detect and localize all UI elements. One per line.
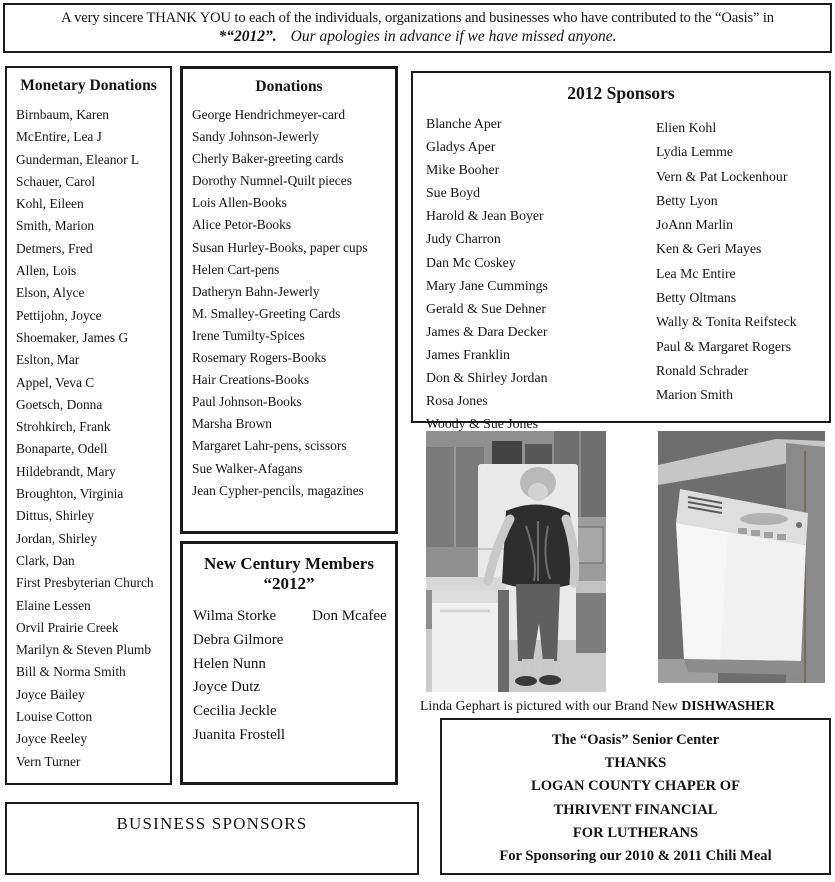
- thrivent-line: THANKS: [604, 755, 667, 772]
- donation-entry: Marsha Brown: [192, 416, 272, 432]
- donation-entry: Rosemary Rogers-Books: [192, 350, 327, 366]
- sponsor-name: Don & Shirley Jordan: [426, 370, 548, 386]
- thrivent-line: The “Oasis” Senior Center: [551, 732, 720, 748]
- thank-you-banner: [3, 3, 832, 53]
- donor-name: Elson, Alyce: [16, 285, 85, 301]
- donor-name: Hildebrandt, Mary: [16, 463, 116, 479]
- donor-name: Louise Cotton: [16, 709, 93, 725]
- monetary-donations-box: [5, 66, 172, 785]
- donation-entry: Margaret Lahr-pens, scissors: [192, 438, 347, 454]
- sponsor-name: Rosa Jones: [426, 393, 488, 409]
- member-name: Joyce Dutz: [193, 679, 261, 696]
- donor-name: Joyce Reeley: [16, 731, 88, 747]
- donation-entry: Dorothy Numnel-Quilt pieces: [192, 173, 352, 189]
- sponsor-name: Gerald & Sue Dehner: [426, 300, 546, 316]
- caption-dishwasher: DISHWASHER: [681, 698, 775, 713]
- sponsor-name: Betty Lyon: [656, 192, 718, 208]
- sponsor-name: Woody & Sue Jones: [426, 416, 538, 432]
- donation-entry: George Hendrichmeyer-card: [192, 107, 346, 122]
- sponsors-column-left: [426, 112, 656, 435]
- donor-name: Jordan, Shirley: [16, 530, 98, 546]
- member-name: Wilma Storke: [193, 608, 277, 624]
- donation-entry: M. Smalley-Greeting Cards: [192, 305, 341, 321]
- sponsors-column-right: [656, 112, 829, 435]
- donor-name: Smith, Marion: [16, 218, 95, 234]
- monetary-donations-list: [7, 104, 170, 773]
- sponsor-name: Elien Kohl: [656, 120, 717, 135]
- donor-name: Elaine Lessen: [16, 597, 91, 613]
- banner-apology: Our apologies in advance if we have missed anyone.: [290, 28, 617, 45]
- member-name: Helen Nunn: [193, 655, 266, 672]
- sponsor-name: Marion Smith: [656, 387, 734, 403]
- donor-name: Bill & Norma Smith: [16, 664, 126, 680]
- thrivent-line: For Sponsoring our 2010 & 2011 Chili Meal: [499, 848, 772, 865]
- donor-name: Appel, Veva C: [16, 374, 95, 390]
- sponsor-name: Ronald Schrader: [656, 362, 749, 378]
- caption-text: Linda Gephart is pictured with our Brand New: [420, 698, 682, 713]
- kitchen-photo-illustration: [426, 431, 606, 692]
- donor-name: Bonaparte, Odell: [16, 441, 108, 457]
- donation-entry: Jean Cypher-pencils, magazines: [192, 482, 364, 498]
- banner-year: *“2012”.: [218, 28, 277, 45]
- donation-entry: Sandy Johnson-Jewerly: [192, 129, 319, 145]
- donation-entry: Susan Hurley-Books, paper cups: [192, 239, 368, 255]
- donor-name: Strohkirch, Frank: [16, 419, 111, 435]
- sponsor-name: Blanche Aper: [426, 116, 502, 131]
- donation-entry: Helen Cart-pens: [192, 261, 280, 277]
- photo-dishwasher: [658, 431, 825, 683]
- monetary-donations-title: Monetary Donations: [20, 77, 157, 94]
- donation-entry: Paul Johnson-Books: [192, 394, 302, 410]
- sponsor-name: Wally & Tonita Reifsteck: [656, 314, 797, 330]
- photo-caption: [420, 698, 832, 714]
- new-century-title-line1: New Century Members: [204, 554, 374, 573]
- sponsor-name: Harold & Jean Boyer: [426, 208, 544, 224]
- business-sponsors-title: BUSINESS SPONSORS: [116, 814, 308, 833]
- new-century-title-line2: “2012”: [263, 574, 315, 593]
- banner-line2: [5, 28, 830, 46]
- sponsors-box: [411, 71, 831, 432]
- sponsor-name: Dan Mc Coskey: [426, 254, 516, 270]
- thrivent-line: LOGAN COUNTY CHAPER OF: [530, 778, 741, 795]
- donor-name: Kohl, Eileen: [16, 196, 84, 212]
- thrivent-line: THRIVENT FINANCIAL: [553, 801, 718, 818]
- donation-entry: Sue Walker-Afagans: [192, 460, 303, 476]
- donor-name: Detmers, Fred: [16, 240, 93, 256]
- donor-name: Orvil Prairie Creek: [16, 619, 119, 635]
- donor-name: Eslton, Mar: [16, 352, 80, 368]
- sponsor-name: Judy Charron: [426, 231, 501, 247]
- member-name: Don Mcafee: [312, 608, 387, 624]
- thrivent-lines: [442, 720, 829, 868]
- donor-name: Joyce Bailey: [16, 686, 85, 702]
- donor-name: Shoemaker, James G: [16, 329, 129, 345]
- sponsors-title: 2012 Sponsors: [567, 83, 675, 103]
- sponsors-columns: [413, 112, 829, 435]
- new-century-list: [183, 629, 395, 748]
- sponsor-name: Mary Jane Cummings: [426, 277, 548, 293]
- donations-box: [180, 66, 398, 534]
- sponsor-name: Gladys Aper: [426, 139, 496, 155]
- sponsor-name: Mike Booher: [426, 162, 500, 178]
- sponsor-name: Vern & Pat Lockenhour: [656, 168, 788, 184]
- donor-name: First Presbyterian Church: [16, 575, 154, 591]
- sponsor-name: Paul & Margaret Rogers: [656, 338, 792, 354]
- donation-entry: Irene Tumilty-Spices: [192, 327, 305, 343]
- donor-name: Gunderman, Eleanor L: [16, 151, 140, 167]
- donor-name: Schauer, Carol: [16, 173, 96, 189]
- donation-entry: Datheryn Bahn-Jewerly: [192, 283, 320, 299]
- donor-name: Clark, Dan: [16, 552, 75, 568]
- sponsor-name: Lea Mc Entire: [656, 265, 736, 281]
- donations-title: Donations: [255, 78, 323, 95]
- donor-name: Marilyn & Steven Plumb: [16, 642, 152, 658]
- donor-name: Vern Turner: [16, 753, 81, 769]
- dishwasher-photo-illustration: [658, 431, 825, 683]
- sponsor-name: Lydia Lemme: [656, 144, 734, 160]
- donor-name: Goetsch, Donna: [16, 396, 103, 412]
- photo-linda-gephart: [426, 431, 606, 692]
- sponsor-name: Sue Boyd: [426, 185, 481, 201]
- member-name: Cecilia Jeckle: [193, 703, 277, 720]
- donor-name: Birnbaum, Karen: [16, 107, 109, 122]
- sponsor-name: JoAnn Marlin: [656, 217, 734, 233]
- sponsor-name: Betty Oltmans: [656, 290, 737, 306]
- donation-entry: Cherly Baker-greeting cards: [192, 151, 344, 167]
- business-sponsors-box: [5, 802, 419, 875]
- donor-name: Broughton, Virginia: [16, 486, 124, 502]
- donation-entry: Lois Allen-Books: [192, 195, 287, 211]
- donations-list: [183, 104, 395, 502]
- sponsor-name: James Franklin: [426, 346, 510, 362]
- donor-name: Dittus, Shirley: [16, 508, 95, 524]
- sponsor-name: James & Dara Decker: [426, 323, 548, 339]
- donor-name: Pettijohn, Joyce: [16, 307, 102, 323]
- sponsor-name: Ken & Geri Mayes: [656, 241, 762, 257]
- donor-name: McEntire, Lea J: [16, 129, 102, 145]
- thrivent-thanks-box: [440, 718, 831, 875]
- donation-entry: Alice Petor-Books: [192, 217, 292, 233]
- donor-name: Allen, Lois: [16, 263, 77, 279]
- banner-line1: A very sincere THANK YOU to each of the individuals, organizations and businesses who have contributed to the “Oasis” in: [61, 10, 774, 26]
- member-name: Debra Gilmore: [193, 631, 284, 648]
- new-century-members-box: [180, 541, 398, 785]
- new-century-first-row: [183, 605, 395, 629]
- donation-entry: Hair Creations-Books: [192, 372, 310, 388]
- member-name: Juanita Frostell: [193, 726, 286, 743]
- thrivent-line: FOR LUTHERANS: [572, 824, 699, 841]
